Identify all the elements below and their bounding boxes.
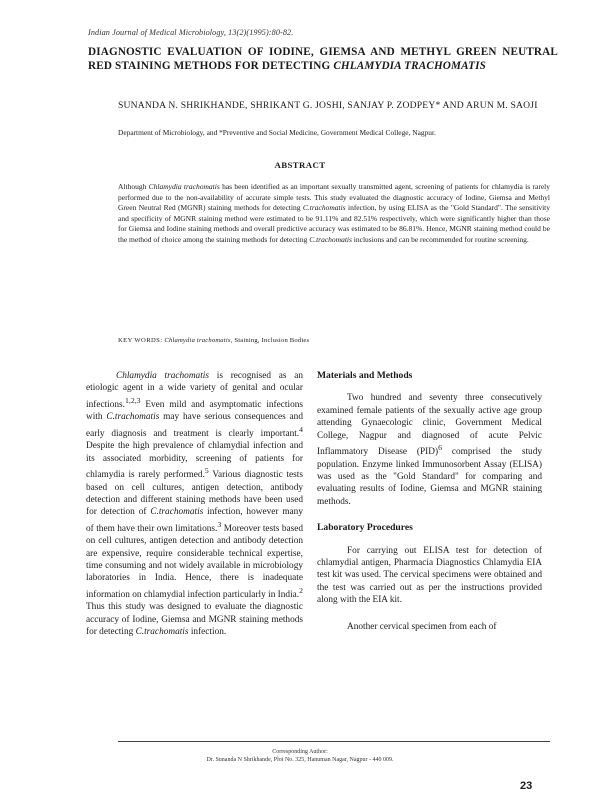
citation: 5 <box>204 466 209 476</box>
body-text: Two hundred and seventy three consecutively examined female patients of the sexually active age group attending Gynaecologic clinic, Government Medical College, Nagpur and diagnosed of acute Pelvic Inflammatory Disease (PID) <box>317 393 542 458</box>
affiliation: Department of Microbiology, and *Preventive and Social Medicine, Government Medical College, Nagpur. <box>118 128 436 137</box>
body-text: comprised the study population. Enzyme linked Immunosorbent Assay (ELISA) was used as the "Gold Standard" for comparing and evaluating results of Iodine, Giemsa and MGNR staining methods. <box>317 447 542 507</box>
section-heading-lab: Laboratory Procedures <box>317 522 413 534</box>
abstract-text: inclusions and can be recommended for routine screening. <box>351 234 529 244</box>
citation: 6 <box>438 443 442 453</box>
abstract-text: has been identified as an important sexually transmitted agent, screening of patients for chlamydia is rarely performed due to the non-availability of accurate simple tests. This study evaluated the diagnostic accuracy of Iodine, Giemsa and Methyl Green Neutral Red (MGNR) staining methods for detecting <box>118 182 550 213</box>
abstract-species: Chlamydia trachomatis <box>148 182 220 191</box>
body-text: infection. <box>188 627 227 638</box>
lab-paragraph-continued: Another cervical specimen from each of <box>347 621 497 632</box>
abstract-text: infection, by using ELISA as the "Gold Standard". The sensitivity and specificity of MGNR staining method were estimated to be 91.11% and 82.51% respectively, which were significantly higher than those for Giemsa and Iodine staining methods and overall predictive accuracy was estimated to be 86.81%. Hence, MGNR staining method could be the method of choice among the staining methods for detecting <box>118 203 550 244</box>
title-species: CHLAMYDIA TRACHOMATIS <box>333 60 486 72</box>
author-list: SUNANDA N. SHRIKHANDE, SHRIKANT G. JOSHI, SANJAY P. ZODPEY* AND ARUN M. SAOJI <box>118 100 538 111</box>
body-text: is recognised as an etiologic agent in a wide variety of genital and ocular infections. <box>86 371 303 410</box>
lab-paragraph: For carrying out ELISA test for detection of chlamydial antigen, Pharmacia Diagnostics Chlamydia EIA test kit was used. The cervical specimens were obtained and the test was carried out as per the instructions provided along with the EIA kit. <box>317 545 542 606</box>
body-text: Various diagnostic tests based on cell cultures, antigen detection, antibody detection and different staining methods have been used for detection of <box>86 470 303 518</box>
body-text: Despite the high prevalence of chlamydial infection and its associated morbidity, screening of patients for chlamydia is rarely performed. <box>86 441 303 481</box>
abstract-text: Although <box>118 182 149 191</box>
keywords <box>118 337 550 344</box>
abstract-heading: ABSTRACT <box>274 160 326 170</box>
corresponding-author-label: Corresponding Author: <box>272 749 328 755</box>
citation: 3 <box>217 519 222 529</box>
abstract-species: C.trachomatis <box>309 234 352 244</box>
intro-paragraph <box>86 370 303 639</box>
abstract-species: C.trachomatis <box>302 203 346 213</box>
body-text: Moreover tests based on cell cultures, antigen detection and antibody detection are expensive, require considerable technical expertise, time consuming and not widely available in microbiology laboratories in India. Hence, there is inadequate information on chlamydial infection particularly in India. <box>86 523 304 600</box>
keyword-rest: , Staining, Inclusion Bodies <box>230 337 310 344</box>
page-number: 23 <box>520 780 533 792</box>
left-column <box>86 370 303 639</box>
body-species: C.trachomatis <box>135 627 189 638</box>
body-text: Thus this study was designed to evaluate the diagnostic accuracy of Iodine, Giemsa and MGNR staining methods for detecting <box>86 602 303 638</box>
title-main: DIAGNOSTIC EVALUATION OF IODINE, GIEMSA AND METHYL GREEN NEUTRAL RED STAINING METHODS FOR DETECTING <box>88 46 558 72</box>
journal-header: Indian Journal of Medical Microbiology, 13(2)(1995):80-82. <box>88 28 294 37</box>
keywords-label: KEY WORDS: <box>118 337 163 344</box>
body-text: infection, however many of them have their own limitations. <box>86 507 303 534</box>
body-species: C.trachomatis <box>106 412 160 423</box>
citation: 4 <box>299 424 303 434</box>
article-title <box>88 45 558 73</box>
body-text: may have serious consequences and early diagnosis and treatment is clearly important. <box>86 412 303 439</box>
corresponding-author-address: Dr. Sunanda N Shrikhande, Plot No. 325, Hanuman Nagar, Nagpur - 440 009. <box>206 757 394 763</box>
section-heading-materials: Materials and Methods <box>317 370 413 381</box>
citation: 2 <box>299 585 303 595</box>
body-text: Even mild and asymptomatic infections with <box>86 399 303 423</box>
abstract-body <box>118 182 550 246</box>
citation: 1,2,3 <box>125 395 141 405</box>
body-species: Chlamydia trachomatis <box>116 371 209 381</box>
keyword-term: Chlamydia trachomatis <box>164 337 231 344</box>
right-column <box>317 370 542 633</box>
materials-paragraph <box>317 392 542 508</box>
footnote-rule <box>118 741 550 742</box>
body-species: C.trachomatis <box>150 507 204 518</box>
